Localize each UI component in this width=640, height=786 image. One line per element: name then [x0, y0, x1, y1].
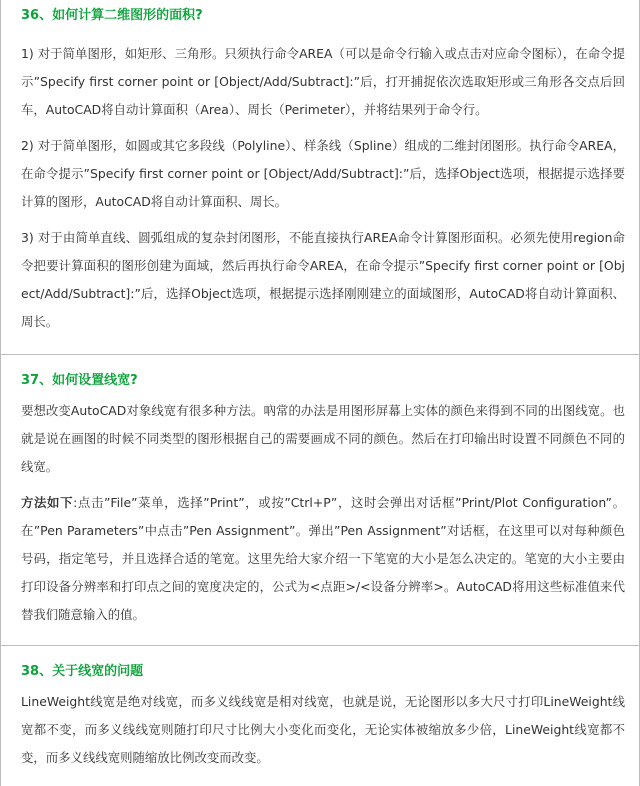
method-text: :点击”File”菜单，选择”Print”，或按”Ctrl+P”，这时会弹出对话框”Print/Plot Configuration”。在”Pen Parameters”中点击”Pen Assignment”。弹出”Pen Assignment”对话框，在这里可以对每种颜色号码，指定笔号，并且选择合适的笔宽。这里先给大家介绍一下笔宽的大小是怎么决定的。笔宽的大小主要由打印设备分辨率和打印点之间的宽度决定的，公式为<点距>/<设备分辨率>。AutoCAD将用这些标准值来代替我们随意输入的值。: [21, 495, 626, 622]
section-37-paragraph-1: 要想改变AutoCAD对象线宽有很多种方法。吶常的办法是用图形屏幕上实体的颜色来得到不同的出图线宽。也就是说在画图的时候不同类型的图形根据自己的需要画成不同的颜色。然后在打印输出时设置不同颜色不同的线宽。: [21, 403, 625, 474]
section-38-title: 38、关于线宽的问题: [21, 664, 144, 679]
section-37-paragraph-2: [21, 489, 625, 645]
section-36-title: 36、如何计算二维图形的面积?: [21, 8, 203, 23]
section-37: [1, 354, 639, 645]
section-37-title: 37、如何设置线宽?: [21, 373, 138, 388]
section-36: [1, 0, 639, 354]
method-label: 方法如下: [21, 495, 74, 510]
section-38-paragraph-1: LineWeight线宽是绝对线宽，而多义线线宽是相对线宽，也就是说，无论图形以多大尺寸打印LineWeight线宽都不变，而多义线线宽则随打印尺寸比例大小变化而变化，无论实体被缩放多少倍，LineWeight线宽都不变，而多义线线宽则随缩放比例改变而改变。: [21, 694, 625, 765]
section-36-paragraph-3: 3) 对于由简单直线、圆弧组成的复杂封闭图形，不能直接执行AREA命令计算图形面积。必须先使用region命令把要计算面积的图形创建为面域，然后再执行命令AREA，在命令提示”Specify first corner point or [Object/Add/Subtract]:”后，选择Object选项，根据提示选择刚刚建立的面域图形，AutoCAD将自动计算面积、周长。: [21, 230, 625, 329]
section-36-paragraph-1: 1) 对于简单图形，如矩形、三角形。只须执行命令AREA（可以是命令行输入或点击对应命令图标），在命令提示”Specify first corner point or [Object/Add/Subtract]:”后，打开捕捉依次选取矩形或三角形各交点后回车，AutoCAD将自动计算面积（Area）、周长（Perimeter），并将结果列于命令行。: [21, 46, 625, 117]
section-38: [1, 645, 639, 772]
section-36-paragraph-2: 2) 对于简单图形，如圆或其它多段线（Polyline）、样条线（Spline）组成的二维封闭图形。执行命令AREA，在命令提示”Specify first corner point or [Object/Add/Subtract]:”后，选择Object选项，根据提示选择要计算的图形，AutoCAD将自动计算面积、周长。: [21, 138, 625, 209]
